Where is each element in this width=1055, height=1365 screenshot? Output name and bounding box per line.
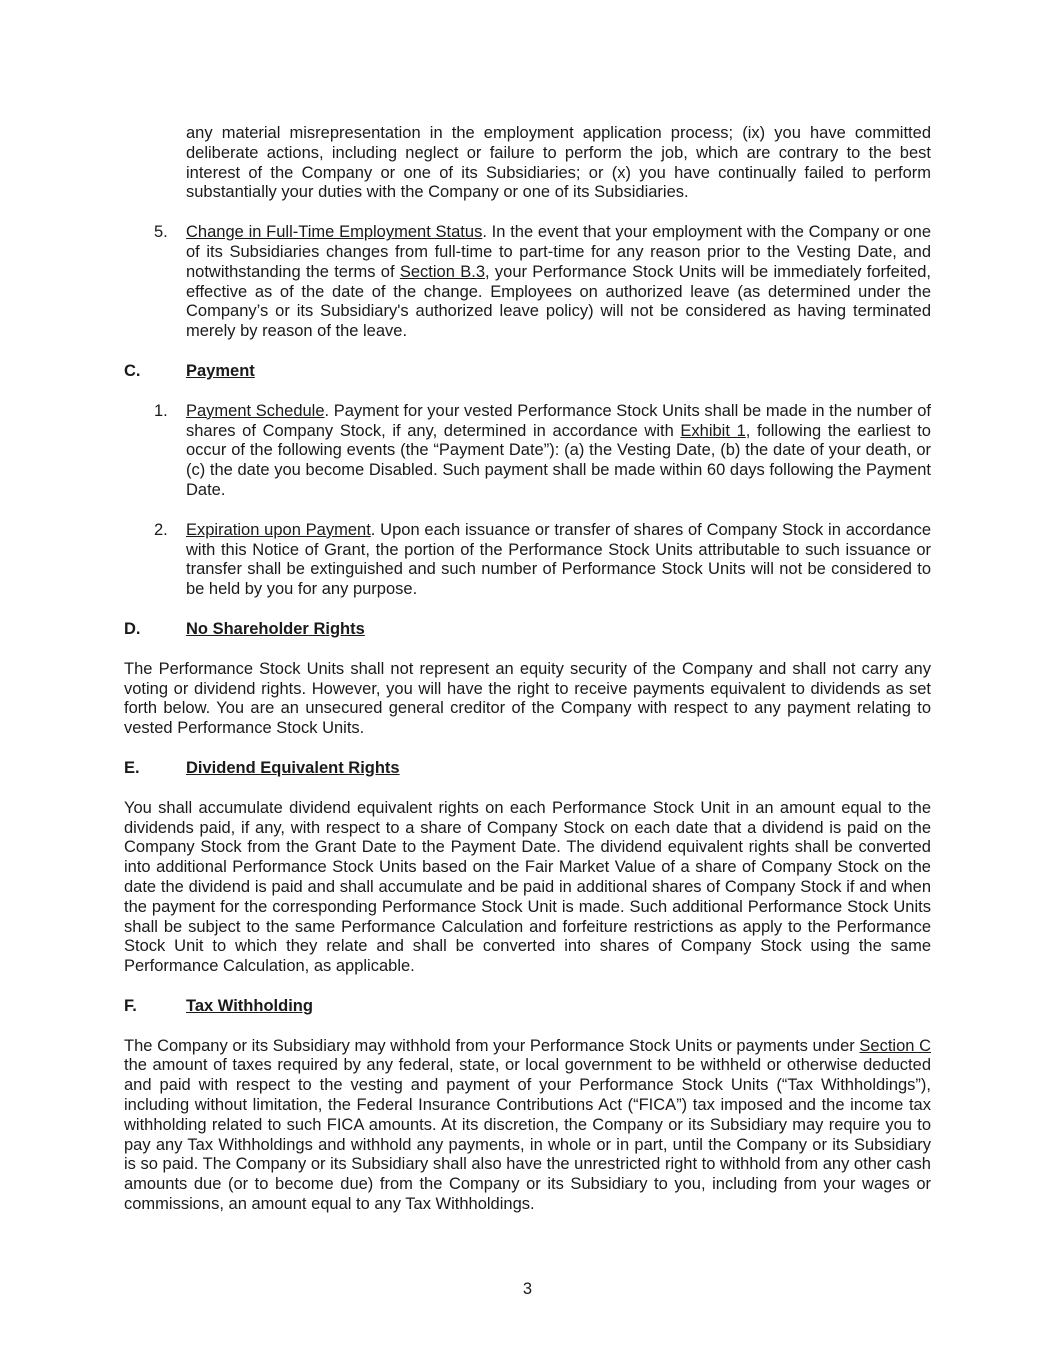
item-c2-body [186, 521, 931, 600]
item-5-text-a: . In the event that your employment with the Company or one of its Subsidiaries changes from full-time to part-time for any reason prior to the Vesting Date, and notwithstanding the terms of [186, 223, 931, 281]
item-5 [124, 223, 931, 342]
section-d-title: No Shareholder Rights [186, 619, 365, 638]
section-e-title: Dividend Equivalent Rights [186, 758, 400, 777]
section-f-text [124, 1037, 931, 1215]
section-e-heading [124, 759, 931, 779]
section-d-heading [124, 620, 931, 640]
section-f-text-a: The Company or its Subsidiary may withhold from your Performance Stock Units or payments under [124, 1036, 860, 1055]
section-d-letter: D. [124, 619, 141, 638]
section-f-title: Tax Withholding [186, 996, 313, 1015]
item-c1 [124, 402, 931, 501]
page-number: 3 [522, 1280, 533, 1298]
item-5-number: 5. [154, 223, 168, 242]
item-c1-text-b: , following the earliest to occur of the following events (the “Payment Date”): (a) the Vesting Date, (b) the date of your death, or (c) the date you become Disabled. Such payment shall be made within 60 days following the Payment Date. [186, 421, 931, 499]
item-c2 [124, 521, 931, 600]
item-c2-text: . Upon each issuance or transfer of shares of Company Stock in accordance with this Notice of Grant, the portion of the Performance Stock Units attributable to such issuance or transfer shall be extinguished and such number of Performance Stock Units will not be considered to be held by you for any purpose. [186, 520, 931, 599]
section-e-letter: E. [124, 758, 140, 777]
item-c1-title: Payment Schedule [186, 401, 325, 420]
item-5-title: Change in Full-Time Employment Status [186, 223, 483, 242]
section-d-text: The Performance Stock Units shall not represent an equity security of the Company and shall not carry any voting or dividend rights. However, you will have the right to receive payments equivalent to dividends as set forth below. You are an unsecured general creditor of the Company with respect to any payment relating to vested Performance Stock Units. [124, 659, 931, 738]
section-f-text-b: the amount of taxes required by any federal, state, or local government to be withheld or otherwise deducted and paid with respect to the vesting and payment of your Performance Stock Units (“Tax Withholdings”), including without limitation, the Federal Insurance Contributions Act (“FICA”) tax imposed and the income tax withholding related to such FICA amounts. At its discretion, the Company or its Subsidiary may require you to pay any Tax Withholdings and withhold any payments, in whole or in part, until the Company or its Subsidiary is so paid. The Company or its Subsidiary shall also have the unrestricted right to withhold from any other cash amounts due (or to become due) from the Company or its Subsidiary to you, including from your wages or commissions, an amount equal to any Tax Withholdings. [124, 1056, 931, 1214]
exhibit-1-reference: Exhibit 1 [680, 421, 746, 440]
section-c-reference: Section C [859, 1036, 931, 1055]
section-f-heading [124, 997, 931, 1017]
intro-paragraph: any material misrepresentation in the employment application process; (ix) you have committed deliberate actions, including neglect or failure to perform the job, which are contrary to the best interest of the Company or one of its Subsidiaries; or (x) you have continually failed to perform substantially your duties with the Company or one of its Subsidiaries. [186, 124, 931, 202]
section-b3-reference: Section B.3 [399, 262, 485, 281]
item-c2-title: Expiration upon Payment [186, 520, 371, 539]
section-e-text: You shall accumulate dividend equivalent rights on each Performance Stock Unit in an amount equal to the dividends paid, if any, with respect to a share of Company Stock on each date that a dividend is paid on the Company Stock from the Grant Date to the Payment Date. The dividend equivalent rights shall be converted into additional Performance Stock Units based on the Fair Market Value of a share of Company Stock on the date the dividend is paid and shall accumulate and be paid in additional shares of Company Stock if and when the payment for the corresponding Performance Stock Unit is made. Such additional Performance Stock Units shall be subject to the same Performance Calculation and forfeiture restrictions as apply to the Performance Stock Unit to which they relate and shall be converted into shares of Company Stock using the same Performance Calculation, as applicable. [124, 798, 931, 976]
item-c2-number: 2. [154, 520, 168, 539]
item-c1-text-a: . Payment for your vested Performance Stock Units shall be made in the number of shares of Company Stock, if any, determined in accordance with [186, 401, 931, 440]
section-f-letter: F. [124, 996, 137, 1015]
section-c-letter: C. [124, 361, 141, 380]
item-5-text-b: , your Performance Stock Units will be immediately forfeited, effective as of the date of the change. Employees on authorized leave (as determined under the Company’s or its Subsidiary's authorized leave policy) will not be considered as having terminated merely by reason of the leave. [186, 262, 932, 341]
section-c-heading [124, 362, 931, 382]
section-c-title: Payment [186, 361, 255, 380]
item-5-body [186, 223, 931, 342]
item-c1-body [186, 402, 931, 501]
item-c1-number: 1. [154, 401, 168, 420]
